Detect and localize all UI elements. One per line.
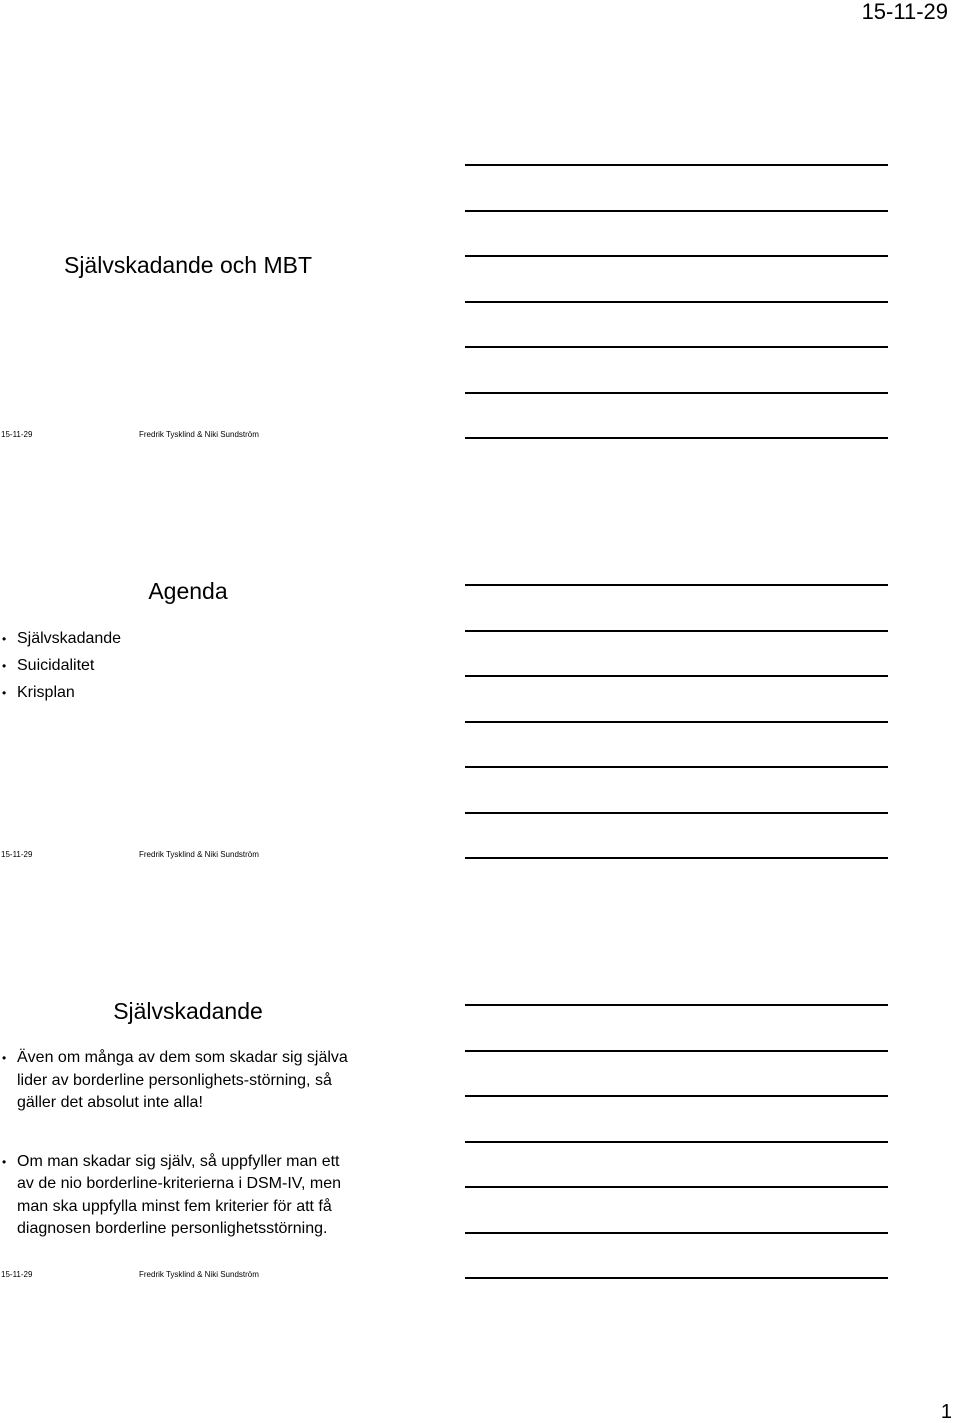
page-date: 15-11-29 (861, 0, 948, 24)
notes-lines (465, 860, 888, 1280)
bullet-item (0, 655, 370, 677)
slide-footer-date: 15-11-29 (1, 850, 33, 859)
note-line (465, 584, 888, 586)
bullet-text: • Krisplan (17, 684, 75, 701)
note-line (465, 812, 888, 814)
slide-footer-author: Fredrik Tysklind & Niki Sundström (139, 850, 259, 859)
bullet-item (0, 1151, 370, 1241)
note-line (465, 255, 888, 257)
note-line (465, 1095, 888, 1097)
slide-3 (0, 860, 460, 1280)
note-line (465, 1141, 888, 1143)
bullet-line: gäller det absolut inte alla! (17, 1094, 203, 1111)
slide-footer-date: 15-11-29 (1, 1270, 33, 1279)
note-line (465, 857, 888, 859)
bullet-text: • Suicidalitet (17, 657, 95, 674)
slide-2 (0, 440, 460, 860)
note-line (465, 437, 888, 439)
slide-footer-date: 15-11-29 (1, 430, 33, 439)
bullet-line: man ska uppfylla minst fem kriterier för att få (17, 1197, 332, 1215)
note-line (465, 392, 888, 394)
note-line (465, 346, 888, 348)
note-line (465, 675, 888, 677)
bullet-text: • Självskadande (17, 630, 122, 647)
note-line (465, 766, 888, 768)
notes-lines (465, 440, 888, 860)
bullet-line: av de nio borderline-kriterierna i DSM-IV, men (17, 1175, 341, 1192)
bullet-item (0, 1047, 370, 1115)
bullet-line: • Om man skadar sig själv, så uppfyller man ett (17, 1152, 340, 1170)
bullet-line: lider av borderline personlighets-störning, så (17, 1071, 332, 1089)
note-line (465, 301, 888, 303)
slide-footer-author: Fredrik Tysklind & Niki Sundström (139, 430, 259, 439)
note-line (465, 721, 888, 723)
page-number: 1 (940, 1401, 952, 1423)
slide-title: Självskadande (113, 998, 263, 1024)
note-line (465, 1186, 888, 1188)
bullet-item (0, 628, 370, 650)
note-line (465, 1050, 888, 1052)
notes-lines (465, 20, 888, 440)
note-line (465, 630, 888, 632)
slide-footer-author: Fredrik Tysklind & Niki Sundström (139, 1270, 259, 1279)
bullet-item (0, 682, 370, 704)
note-line (465, 1277, 888, 1279)
note-line (465, 210, 888, 212)
note-line (465, 1004, 888, 1006)
note-line (465, 164, 888, 166)
slide-1 (0, 20, 460, 440)
note-line (465, 1232, 888, 1234)
bullet-list (0, 628, 370, 709)
bullet-list (0, 1047, 370, 1277)
slide-title: Självskadande och MBT (63, 252, 312, 278)
bullet-line: • Även om många av dem som skadar sig själva (17, 1049, 348, 1066)
slide-title: Agenda (148, 578, 228, 604)
bullet-line: diagnosen borderline personlighetsstörning. (17, 1220, 328, 1237)
